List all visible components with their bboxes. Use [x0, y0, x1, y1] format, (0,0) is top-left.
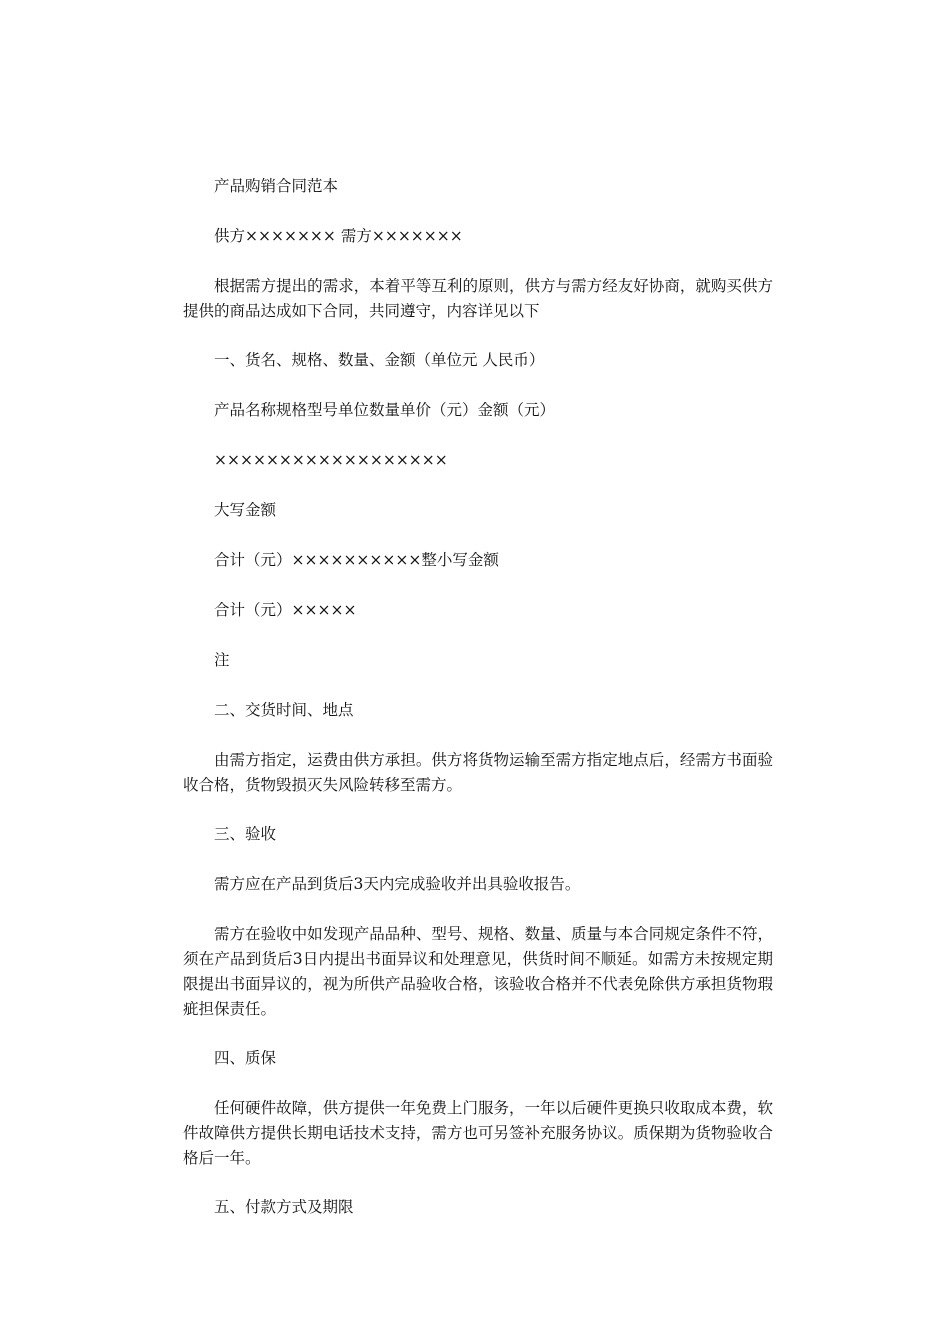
- section-1-heading: 一、货名、规格、数量、金额（单位元 人民币）: [214, 351, 545, 369]
- intro-paragraph: 根据需方提出的需求，本着平等互利的原则，供方与需方经友好协商，就购买供方提供的商品达成如下合同，共同遵守，内容详见以下: [183, 277, 773, 320]
- table-row-line: ××××××××××××××××××: [214, 451, 448, 469]
- section-2-heading: 二、交货时间、地点: [214, 701, 354, 719]
- note-label: 注: [214, 651, 230, 669]
- parties-line: 供方××××××× 需方×××××××: [214, 227, 463, 245]
- document-title: 产品购销合同范本: [214, 177, 339, 195]
- section-2-body: 由需方指定，运费由供方承担。供方将货物运输至需方指定地点后，经需方书面验收合格，货物毁损灭失风险转移至需方。: [183, 751, 773, 794]
- section-5-heading: 五、付款方式及期限: [214, 1198, 354, 1216]
- section-3-body-1: 需方应在产品到货后3天内完成验收并出具验收报告。: [214, 875, 581, 893]
- table-header-line: 产品名称规格型号单位数量单价（元）金额（元）: [214, 401, 556, 419]
- uppercase-amount-label: 大写金额: [214, 501, 277, 519]
- section-3-body-2: 需方在验收中如发现产品品种、型号、规格、数量、质量与本合同规定条件不符，须在产品到货后3日内提出书面异议和处理意见，供货时间不顺延。如需方未按规定期限提出书面异议的，视为所供产品验收合格，该验收合格并不代表免除供方承担货物瑕疵担保责任。: [183, 925, 773, 1018]
- section-3-heading: 三、验收: [214, 825, 277, 843]
- total-line-1: 合计（元）××××××××××整小写金额: [214, 551, 499, 569]
- section-4-heading: 四、质保: [214, 1049, 277, 1067]
- section-4-body: 任何硬件故障，供方提供一年免费上门服务，一年以后硬件更换只收取成本费，软件故障供方提供长期电话技术支持，需方也可另签补充服务协议。质保期为货物验收合格后一年。: [183, 1099, 773, 1167]
- total-line-2: 合计（元）×××××: [214, 601, 357, 619]
